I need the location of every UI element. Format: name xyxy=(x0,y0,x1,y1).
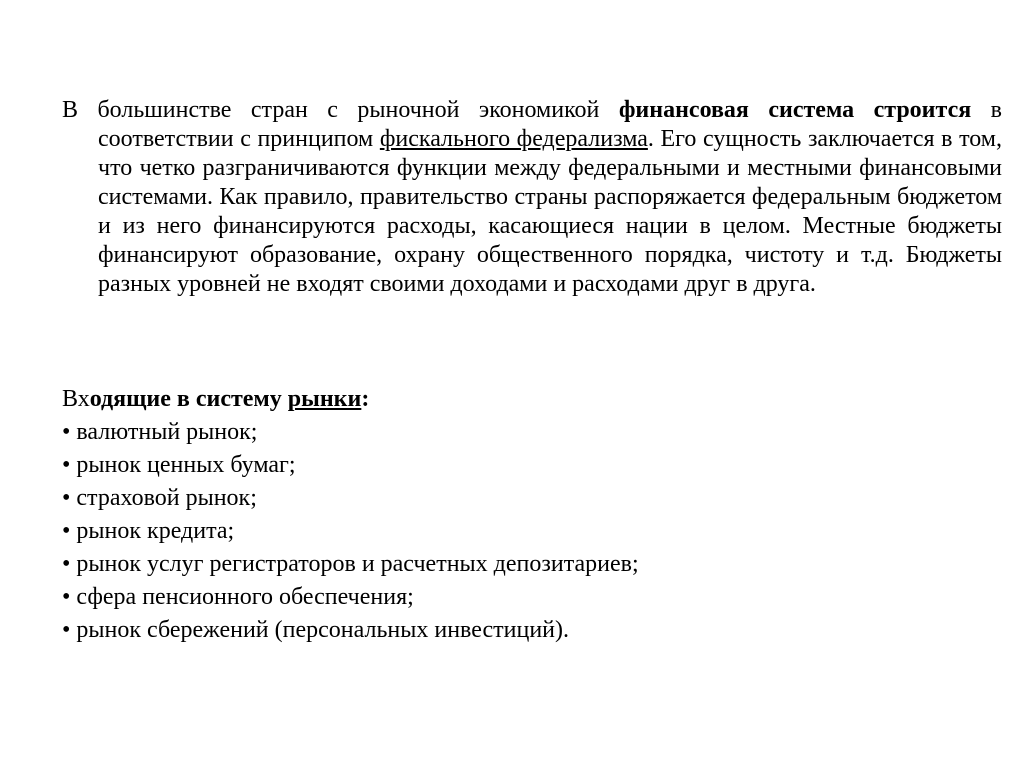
list-item: • рынок услуг регистраторов и расчетных депозитариев; xyxy=(62,551,639,577)
list-item: • рынок кредита; xyxy=(62,518,235,544)
paragraph-rest: . Его сущность заключается в том, что четко разграничиваются функции между федеральными и местными финансовыми системами. Как правило, правительство страны распоряжается федеральным бюджетом и из него финансируются расходы, касающиеся нации в целом. Местные бюджеты финансируют образование, охрану общественного порядка, чистоту и т.д. Бюджеты разных уровней не входят своими доходами и расходами друг в друга. xyxy=(98,126,1002,297)
markets-list xyxy=(62,416,966,647)
list-item: • валютный рынок; xyxy=(62,419,258,445)
list-item: • страховой рынок; xyxy=(62,485,257,511)
list-item: • рынок сбережений (персональных инвестиций). xyxy=(62,617,569,643)
paragraph-underlined-phrase: фискального федерализма xyxy=(379,126,648,152)
markets-title-underlined: рынки xyxy=(287,386,362,412)
list-item: • рынок ценных бумаг; xyxy=(62,452,296,478)
markets-title-colon: : xyxy=(361,386,370,412)
markets-title-plain: Вх xyxy=(62,386,90,412)
paragraph-bold-phrase: финансовая система строится xyxy=(618,97,972,123)
paragraph-middle: в соответствии с принципом xyxy=(98,97,1003,152)
markets-title xyxy=(62,383,966,416)
markets-section xyxy=(62,383,966,647)
intro-paragraph xyxy=(62,96,1002,299)
markets-title-bold: одящие в систему xyxy=(89,386,288,412)
paragraph-prefix: В большинстве стран с рыночной экономикой xyxy=(62,97,619,123)
list-item: • сфера пенсионного обеспечения; xyxy=(62,584,414,610)
